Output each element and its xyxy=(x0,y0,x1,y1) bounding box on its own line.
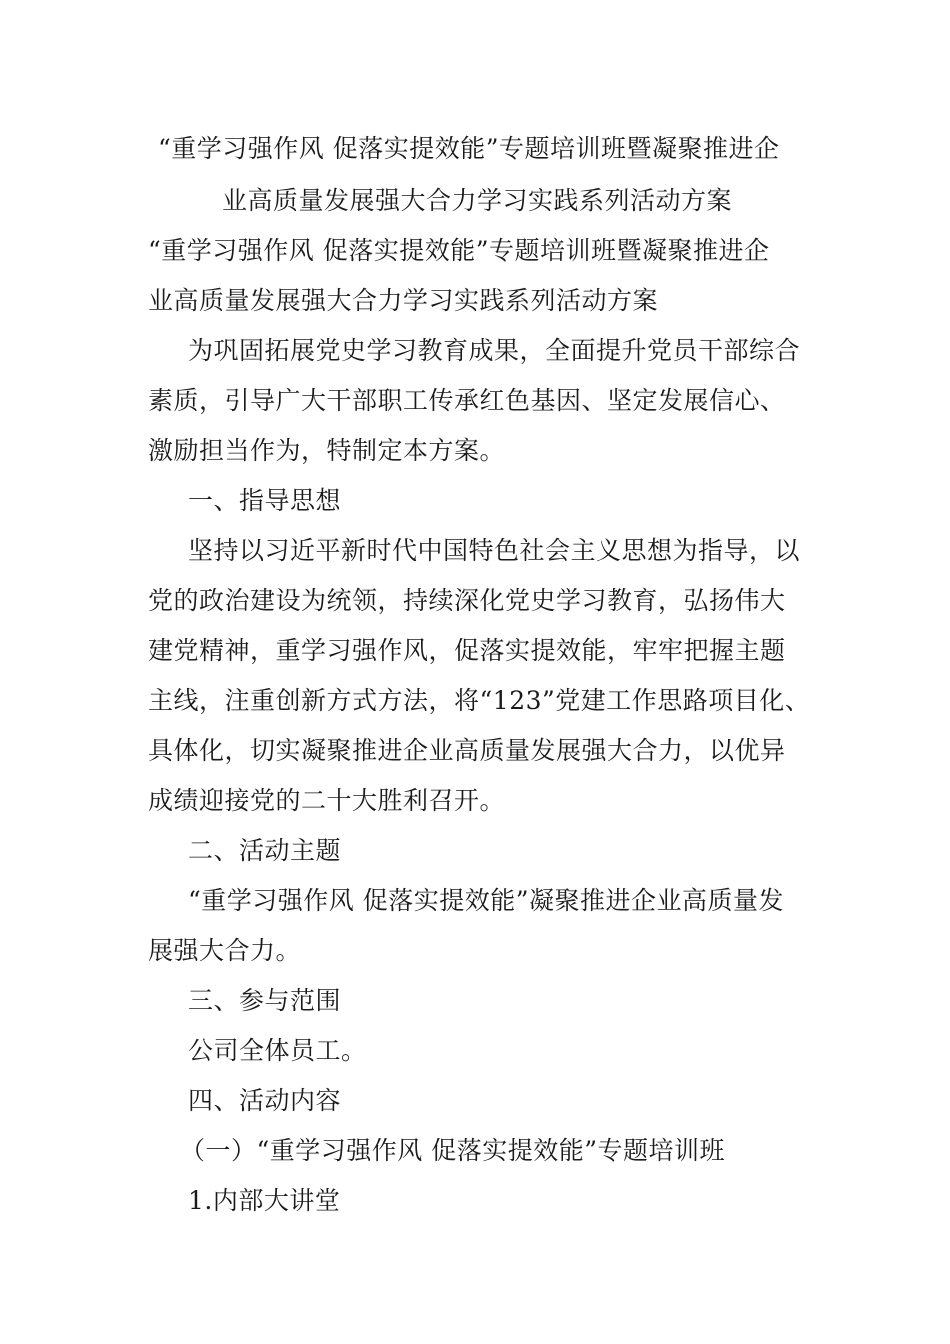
section-1-line-2: 党的政治建设为统领，持续深化党史学习教育，弘扬伟大 xyxy=(148,586,786,615)
intro-paragraph-line-3: 激励担当作为，特制定本方案。 xyxy=(148,436,506,465)
section-4-subheading-1: （一）“重学习强作风 促落实提效能”专题培训班 xyxy=(180,1136,726,1165)
section-4-item-1: 1.内部大讲堂 xyxy=(188,1186,341,1215)
doc-title-line-1: “重学习强作风 促落实提效能”专题培训班暨凝聚推进企 xyxy=(158,134,780,163)
section-1-line-1: 坚持以习近平新时代中国特色社会主义思想为指导，以 xyxy=(188,536,801,565)
section-2-line-1: “重学习强作风 促落实提效能”凝聚推进企业高质量发 xyxy=(188,886,785,915)
section-1-line-6: 成绩迎接党的二十大胜利召开。 xyxy=(148,786,506,815)
doc-title-line-2: 业高质量发展强大合力学习实践系列活动方案 xyxy=(222,186,733,215)
section-1-line-3: 建党精神，重学习强作风，促落实提效能，牢牢把握主题 xyxy=(148,636,786,665)
intro-paragraph-line-2: 素质，引导广大干部职工传承红色基因、坚定发展信心、 xyxy=(148,386,786,415)
doc-title-repeat-line-2: 业高质量发展强大合力学习实践系列活动方案 xyxy=(148,286,659,315)
section-2-heading: 二、活动主题 xyxy=(188,836,342,865)
section-1-heading: 一、指导思想 xyxy=(188,486,342,515)
intro-paragraph-line-1: 为巩固拓展党史学习教育成果，全面提升党员干部综合 xyxy=(188,336,801,365)
doc-title-repeat-line-1: “重学习强作风 促落实提效能”专题培训班暨凝聚推进企 xyxy=(148,236,770,265)
section-2-line-2: 展强大合力。 xyxy=(148,936,302,965)
section-1-line-5: 具体化，切实凝聚推进企业高质量发展强大合力，以优异 xyxy=(148,736,786,765)
section-3-heading: 三、参与范围 xyxy=(188,986,342,1015)
section-4-heading: 四、活动内容 xyxy=(188,1086,342,1115)
section-1-line-4: 主线，注重创新方式方法，将“123”党建工作思路项目化、 xyxy=(148,686,811,715)
section-3-line-1: 公司全体员工。 xyxy=(188,1036,367,1065)
